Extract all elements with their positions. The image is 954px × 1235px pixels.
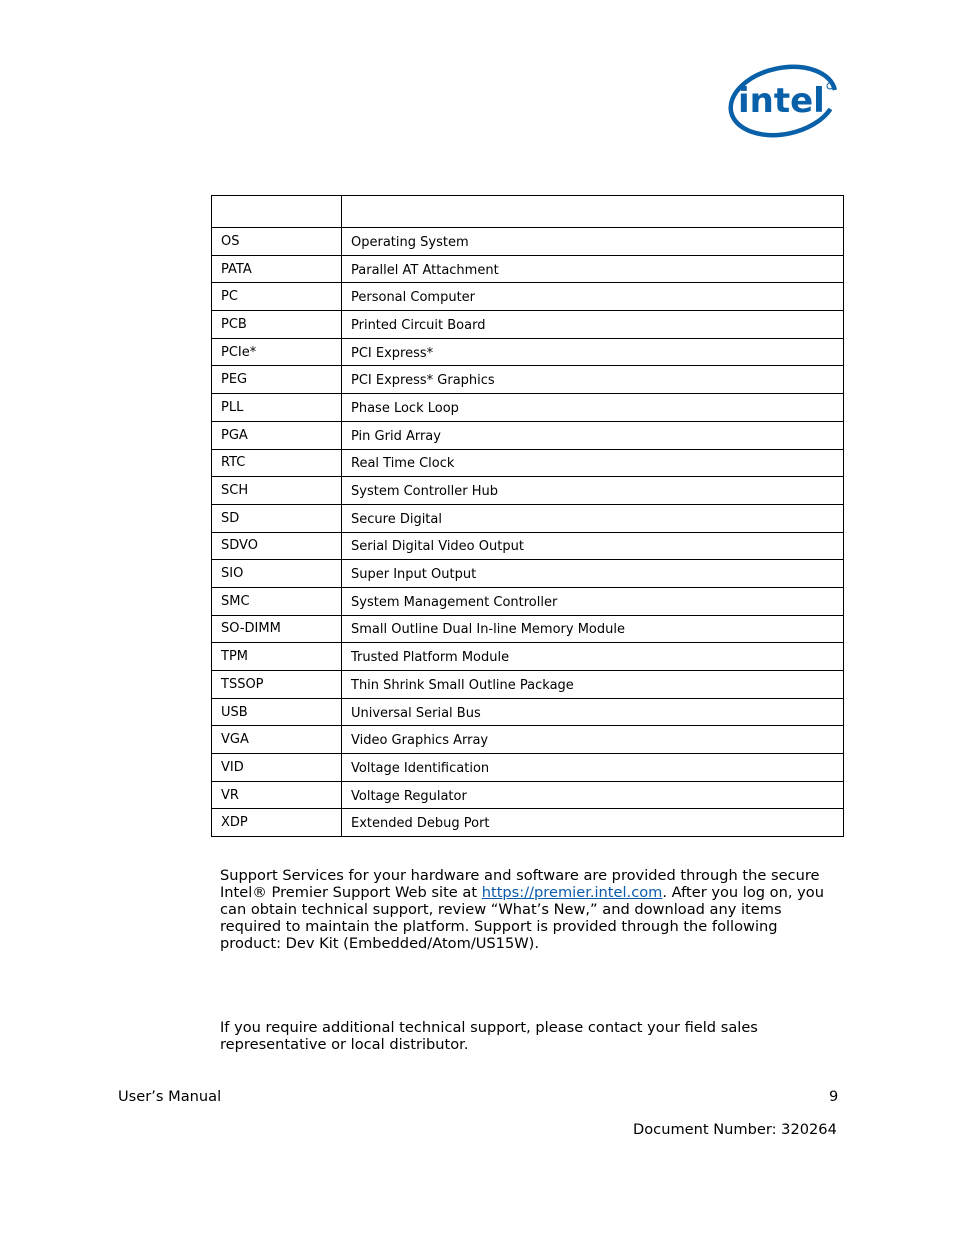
table-row [212, 698, 844, 726]
intel-logo [726, 62, 842, 140]
definition-cell: Parallel AT Attachment [342, 255, 844, 283]
definition-cell: Operating System [342, 228, 844, 256]
table-row [212, 671, 844, 699]
table-row [212, 366, 844, 394]
definition-cell: Video Graphics Array [342, 726, 844, 754]
term-cell: TSSOP [212, 671, 342, 699]
table-header-row [212, 196, 844, 228]
definition-cell: Thin Shrink Small Outline Package [342, 671, 844, 699]
table-row [212, 560, 844, 588]
definition-cell: Secure Digital [342, 504, 844, 532]
document-number: Document Number: 320264 [633, 1121, 837, 1138]
header-term [212, 196, 342, 228]
term-cell: PEG [212, 366, 342, 394]
definition-cell: Pin Grid Array [342, 421, 844, 449]
definition-cell: Personal Computer [342, 283, 844, 311]
definition-cell: Serial Digital Video Output [342, 532, 844, 560]
table-row [212, 754, 844, 782]
definition-cell: Voltage Identification [342, 754, 844, 782]
table-row [212, 394, 844, 422]
abbreviations-table [211, 195, 844, 837]
support-text-end: . After you log on, you can obtain technical support, review “What’s New,” and download any items required to maintain the platform. Support is provided through the following product: Dev Kit (Embedded/Atom/US15W). [220, 884, 824, 952]
definition-cell: Super Input Output [342, 560, 844, 588]
table-row [212, 643, 844, 671]
support-text-start: Support Services for your hardware and software are provided through the secure Intel® Premier Support Web site at [220, 867, 820, 901]
term-cell: PCB [212, 311, 342, 339]
table-row [212, 809, 844, 837]
term-cell: VGA [212, 726, 342, 754]
premier-support-link[interactable]: https://premier.intel.com [481, 884, 663, 901]
definition-cell: System Management Controller [342, 587, 844, 615]
definition-cell: Trusted Platform Module [342, 643, 844, 671]
definition-cell: Voltage Regulator [342, 781, 844, 809]
definition-cell: Real Time Clock [342, 449, 844, 477]
table-row [212, 726, 844, 754]
term-cell: SO-DIMM [212, 615, 342, 643]
definition-cell: Extended Debug Port [342, 809, 844, 837]
table-row [212, 228, 844, 256]
definition-cell: Phase Lock Loop [342, 394, 844, 422]
table-row [212, 449, 844, 477]
term-cell: PGA [212, 421, 342, 449]
table-row [212, 615, 844, 643]
term-cell: SIO [212, 560, 342, 588]
support-paragraph [220, 867, 840, 952]
table-row [212, 283, 844, 311]
term-cell: SDVO [212, 532, 342, 560]
table-row [212, 255, 844, 283]
table-row [212, 781, 844, 809]
definition-cell: Small Outline Dual In-line Memory Module [342, 615, 844, 643]
term-cell: PLL [212, 394, 342, 422]
definition-cell: Universal Serial Bus [342, 698, 844, 726]
definition-cell: PCI Express* [342, 338, 844, 366]
term-cell: VID [212, 754, 342, 782]
term-cell: OS [212, 228, 342, 256]
table-row [212, 587, 844, 615]
definition-cell: PCI Express* Graphics [342, 366, 844, 394]
definition-cell: System Controller Hub [342, 477, 844, 505]
term-cell: SD [212, 504, 342, 532]
table-body [212, 228, 844, 837]
term-cell: XDP [212, 809, 342, 837]
term-cell: USB [212, 698, 342, 726]
definition-cell: Printed Circuit Board [342, 311, 844, 339]
header-definition [342, 196, 844, 228]
table-row [212, 421, 844, 449]
logo-wordmark: intel [738, 81, 825, 121]
table-row [212, 311, 844, 339]
term-cell: TPM [212, 643, 342, 671]
page-number: 9 [829, 1088, 839, 1105]
term-cell: SMC [212, 587, 342, 615]
table-row [212, 338, 844, 366]
table-row [212, 504, 844, 532]
footer-manual-title: User’s Manual [118, 1088, 222, 1105]
additional-support-paragraph: If you require additional technical support, please contact your field sales representative or local distributor. [220, 1019, 758, 1053]
table-row [212, 477, 844, 505]
term-cell: PC [212, 283, 342, 311]
term-cell: PCIe* [212, 338, 342, 366]
term-cell: PATA [212, 255, 342, 283]
term-cell: RTC [212, 449, 342, 477]
term-cell: VR [212, 781, 342, 809]
table-row [212, 532, 844, 560]
term-cell: SCH [212, 477, 342, 505]
